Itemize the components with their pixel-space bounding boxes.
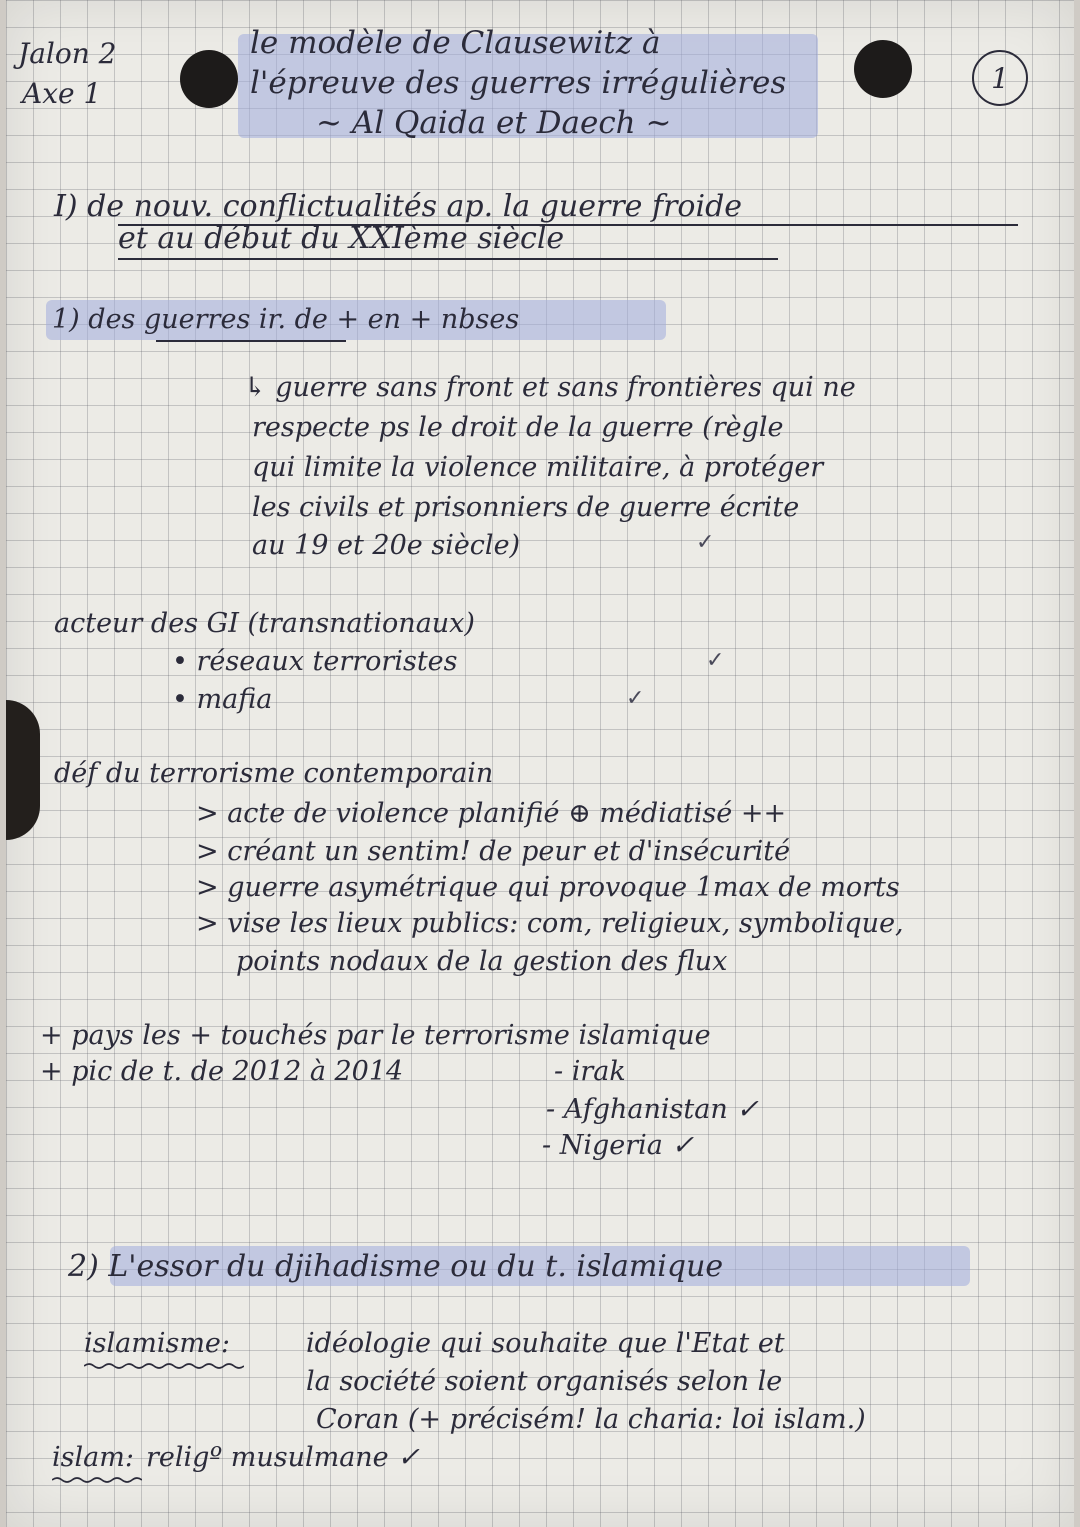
check-mark: ✓ — [696, 530, 715, 555]
pays-item-2: - Afghanistan ✓ — [546, 1094, 759, 1125]
subsection-1-underline — [156, 340, 346, 342]
definition-line-2: respecte ps le droit de la guerre (règle — [252, 412, 784, 443]
title-line-1: le modèle de Clausewitz à — [250, 25, 661, 61]
check-mark: ✓ — [626, 686, 645, 711]
terrorisme-line-3: > guerre asymétrique qui provoque 1max de morts — [196, 872, 900, 903]
binder-hole-left — [180, 50, 238, 108]
terrorisme-line-2: > créant un sentim! de peur et d'insécurité — [196, 836, 791, 867]
page-number-circle: 1 — [972, 50, 1028, 106]
header-jalon: Jalon 2 — [18, 37, 117, 70]
definition-line-4: les civils et prisonniers de guerre écrite — [252, 492, 800, 523]
definition-line-5: au 19 et 20e siècle) — [252, 530, 521, 561]
title-line-3: ~ Al Qaida et Daech ~ — [316, 105, 672, 141]
check-mark: ✓ — [706, 648, 725, 673]
pays-line-1: + pays les + touchés par le terrorisme islamique — [40, 1020, 711, 1051]
page-edge-shadow — [6, 700, 40, 840]
islamisme-term: islamisme: — [84, 1328, 230, 1359]
header-axe: Axe 1 — [22, 77, 102, 110]
pays-line-2: + pic de t. de 2012 à 2014 — [40, 1056, 404, 1087]
definition-line-3: qui limite la violence militaire, à protéger — [252, 452, 824, 483]
section-1-title-line-2: et au début du XXIème siècle — [118, 221, 565, 256]
islam-wavy-underline — [52, 1476, 142, 1484]
acteurs-item-2: • mafia — [172, 684, 273, 715]
section-1-underline-2 — [118, 258, 778, 260]
subsection-2-title: 2) L'essor du djihadisme ou du t. islamique — [68, 1249, 724, 1284]
notebook-page — [6, 0, 1074, 1527]
pays-item-3: - Nigeria ✓ — [542, 1130, 695, 1161]
definition-line-1: ↳ guerre sans front et sans frontières qui ne — [244, 372, 856, 403]
subsection-1-title: 1) des guerres ir. de + en + nbses — [52, 304, 520, 335]
islamisme-def-line-1: idéologie qui souhaite que l'Etat et — [306, 1328, 785, 1359]
title-line-2: l'épreuve des guerres irrégulières — [250, 65, 787, 101]
islamisme-def-line-3: Coran (+ précisém! la charia: loi islam.) — [316, 1404, 866, 1435]
terrorisme-line-5: points nodaux de la gestion des flux — [236, 946, 728, 977]
islamisme-wavy-underline — [84, 1362, 244, 1370]
acteurs-heading: acteur des GI (transnationaux) — [54, 608, 475, 639]
islam-definition: religº musulmane ✓ — [146, 1442, 420, 1473]
acteurs-item-1: • réseaux terroristes — [172, 646, 458, 677]
binder-hole-right — [854, 40, 912, 98]
islam-term: islam: — [52, 1442, 134, 1473]
terrorisme-line-1: > acte de violence planifié ⊕ médiatisé ++ — [196, 798, 787, 829]
section-1-title-line-1: I) de nouv. conflictualités ap. la guerre froide — [54, 189, 743, 224]
islamisme-def-line-2: la société soient organisés selon le — [306, 1366, 783, 1397]
pays-item-1: - irak — [554, 1056, 626, 1087]
terrorisme-heading: déf du terrorisme contemporain — [54, 758, 494, 789]
terrorisme-line-4: > vise les lieux publics: com, religieux, symbolique, — [196, 908, 904, 939]
